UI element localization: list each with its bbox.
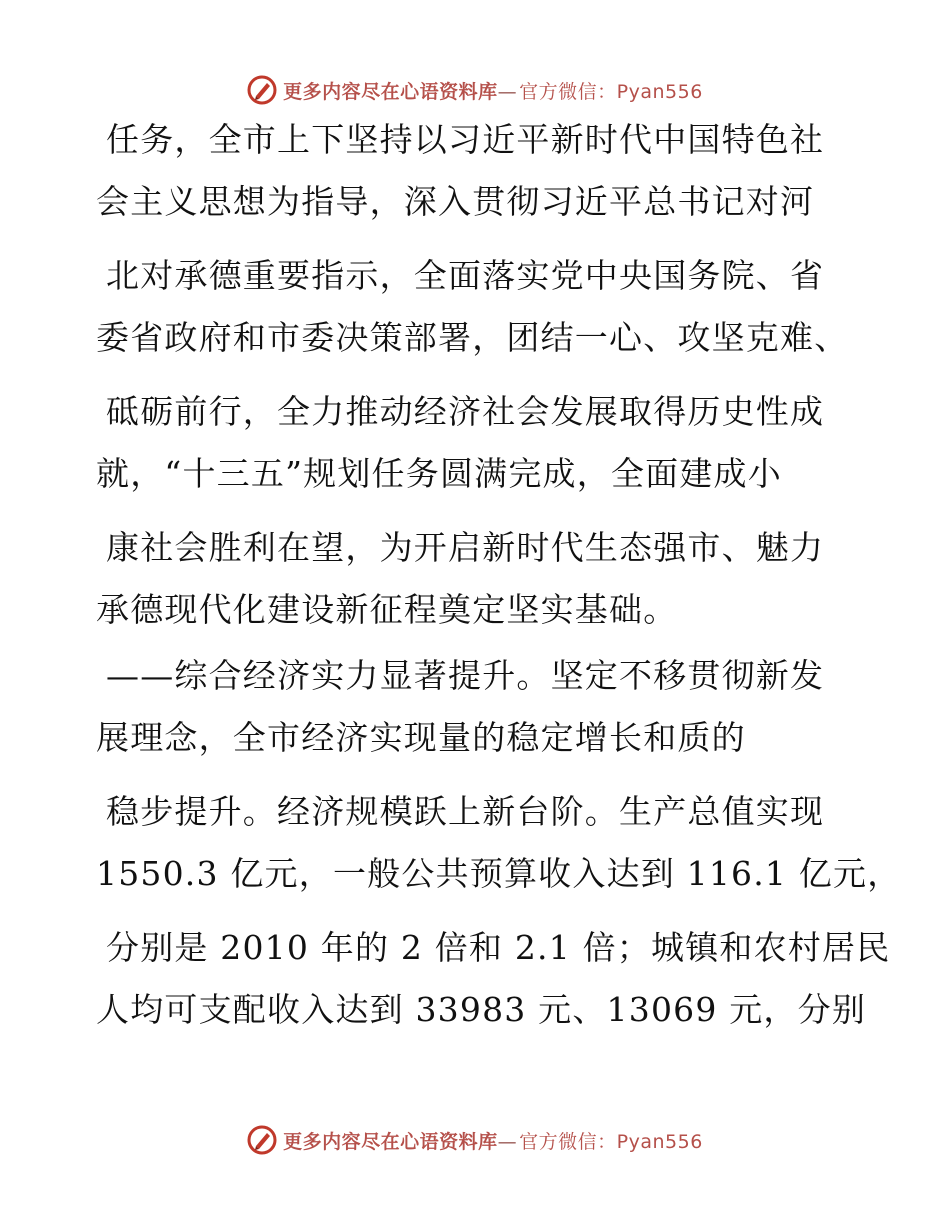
body-line: 展理念，全市经济实现量的稳定增长和质的 <box>96 718 746 757</box>
banner-brand-text: 更多内容尽在心语资料库 <box>283 1130 498 1153</box>
body-line: 承德现代化建设新征程奠定坚实基础。 <box>96 590 678 629</box>
banner-dash: — <box>497 80 518 103</box>
body-line: 任务，全市上下坚持以习近平新时代中国特色社 <box>106 120 825 159</box>
banner-contact-text: 官方微信：Pyan556 <box>519 1130 703 1153</box>
body-line: 就，“十三五”规划任务圆满完成，全面建成小 <box>96 454 782 493</box>
footer-banner <box>0 1118 950 1162</box>
banner-brand-text: 更多内容尽在心语资料库 <box>283 80 498 103</box>
body-line: 分别是 2010 年的 2 倍和 2.1 倍；城镇和农村居民 <box>106 928 891 967</box>
pen-logo-icon <box>247 75 277 105</box>
body-line: 人均可支配收入达到 33983 元、13069 元，分别 <box>96 990 867 1029</box>
banner-dash: — <box>497 1130 518 1153</box>
body-line: 康社会胜利在望，为开启新时代生态强市、魅力 <box>106 528 825 567</box>
body-line: 北对承德重要指示，全面落实党中央国务院、省 <box>106 256 825 295</box>
pen-logo-icon <box>247 1125 277 1155</box>
body-line: ——综合经济实力显著提升。坚定不移贯彻新发 <box>106 656 825 695</box>
body-line: 1550.3 亿元，一般公共预算收入达到 116.1 亿元， <box>96 854 902 893</box>
header-banner <box>0 68 950 112</box>
banner-text <box>283 1127 703 1154</box>
body-line: 稳步提升。经济规模跃上新台阶。生产总值实现 <box>106 792 825 831</box>
banner-contact-text: 官方微信：Pyan556 <box>519 80 703 103</box>
banner-text <box>283 77 703 104</box>
body-line: 委省政府和市委决策部署，团结一心、攻坚克难、 <box>96 318 849 357</box>
body-line: 砥砺前行，全力推动经济社会发展取得历史性成 <box>106 392 825 431</box>
body-line: 会主义思想为指导，深入贯彻习近平总书记对河 <box>96 182 815 221</box>
